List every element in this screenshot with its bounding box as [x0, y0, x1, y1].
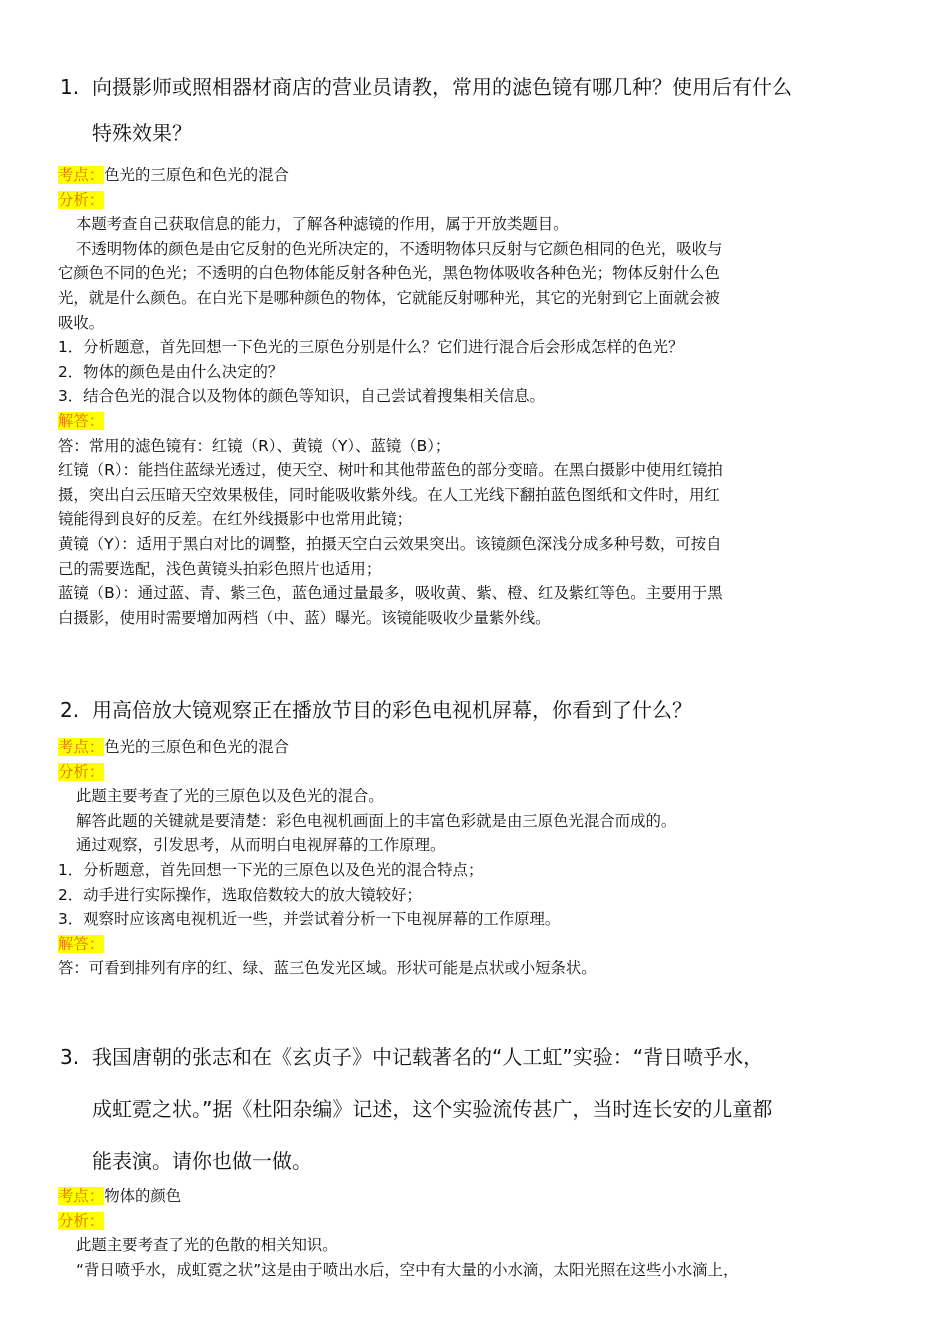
kaodian-row: [58, 163, 903, 188]
question-line: 我国唐朝的张志和在《玄贞子》中记载著名的“人工虹”实验：“背日喷乎水，: [92, 1045, 764, 1069]
answer-line: 答：常用的滤色镜有：红镜（R）、黄镜（Y）、蓝镜（B）；: [58, 436, 451, 455]
kaodian-label: 考点：: [58, 738, 105, 756]
answer-line: 己的需要选配，浅色黄镜头拍彩色照片也适用；: [58, 559, 382, 578]
question-1-body: [58, 163, 903, 630]
fenxi-label: 分析：: [58, 1211, 105, 1230]
answer-line: 蓝镜（B）：通过蓝、青、紫三色，蓝色通过量最多，吸收黄、紫、橙、红及紫红等色。主要用于黑: [58, 584, 723, 603]
analysis-line: 2．动手进行实际操作，选取倍数较大的放大镜较好；: [58, 885, 422, 904]
fenxi-row: [58, 188, 903, 213]
jieda-row: [58, 932, 903, 957]
fenxi-row: [58, 1209, 903, 1234]
question-line: 能表演。请你也做一做。: [92, 1149, 312, 1173]
analysis-line: 1．分析题意，首先回想一下光的三原色以及色光的混合特点；: [58, 860, 484, 879]
question-number: 1.: [60, 75, 80, 99]
answer-line: 镜能得到良好的反差。在红外线摄影中也常用此镜；: [58, 510, 412, 529]
analysis-line: 此题主要考查了光的三原色以及色光的混合。: [76, 787, 384, 806]
fenxi-row: [58, 760, 903, 785]
analysis-line: 3．观察时应该离电视机近一些，并尝试着分析一下电视屏幕的工作原理。: [58, 910, 561, 929]
analysis-line: 本题考查自己获取信息的能力，了解各种滤镜的作用，属于开放类题目。: [76, 215, 569, 234]
kaodian-value: 色光的三原色和色光的混合: [104, 738, 289, 756]
question-number: 2.: [60, 698, 80, 722]
kaodian-value: 色光的三原色和色光的混合: [104, 166, 289, 184]
answer-line: 答：可看到排列有序的红、绿、蓝三色发光区域。形状可能是点状或小短条状。: [58, 959, 597, 978]
question-number: 3.: [60, 1045, 80, 1069]
analysis-line: 它颜色不同的色光；不透明的白色物体能反射各种色光，黑色物体吸收各种色光；物体反射什么色: [58, 264, 720, 283]
analysis-line: 2．物体的颜色是由什么决定的？: [58, 362, 284, 381]
kaodian-label: 考点：: [58, 1187, 105, 1205]
question-2-body: [58, 735, 903, 981]
jieda-row: [58, 409, 903, 434]
analysis-line: 光，就是什么颜色。在白光下是哪种颜色的物体，它就能反射哪种光，其它的光射到它上面就会被: [58, 288, 720, 307]
question-line: 成虹霓之状。”据《杜阳杂编》记述，这个实验流传甚广，当时连长安的儿童都: [92, 1097, 773, 1121]
analysis-line: 此题主要考查了光的色散的相关知识。: [76, 1236, 338, 1255]
jieda-label: 解答：: [58, 934, 105, 953]
jieda-label: 解答：: [58, 411, 105, 430]
fenxi-label: 分析：: [58, 190, 105, 209]
answer-line: 摄，突出白云压暗天空效果极佳，同时能吸收紫外线。在人工光线下翻拍蓝色图纸和文件时，用红: [58, 485, 720, 504]
kaodian-label: 考点：: [58, 166, 105, 184]
fenxi-label: 分析：: [58, 762, 105, 781]
answer-line: 红镜（R）：能挡住蓝绿光透过，使天空、树叶和其他带蓝色的部分变暗。在黑白摄影中使用红镜拍: [58, 461, 723, 480]
answer-line: 白摄影，使用时需要增加两档（中、蓝）曝光。该镜能吸收少量紫外线。: [58, 608, 551, 627]
kaodian-row: [58, 735, 903, 760]
kaodian-value: 物体的颜色: [104, 1187, 182, 1205]
analysis-line: 吸收。: [58, 313, 105, 332]
analysis-line: 解答此题的关键就是要清楚：彩色电视机画面上的丰富色彩就是由三原色光混合而成的。: [76, 811, 677, 830]
question-line: 向摄影师或照相器材商店的营业员请教，常用的滤色镜有哪几种？使用后有什么: [92, 75, 792, 99]
question-line: 特殊效果？: [92, 121, 192, 145]
analysis-line: 通过观察，引发思考，从而明白电视屏幕的工作原理。: [76, 836, 446, 855]
answer-line: 黄镜（Y）：适用于黑白对比的调整，拍摄天空白云效果突出。该镜颜色深浅分成多种号数，可按自: [58, 534, 722, 553]
kaodian-row: [58, 1184, 903, 1209]
analysis-line: “背日喷乎水，成虹霓之状”这是由于喷出水后，空中有大量的小水滴，太阳光照在这些小水滴上，: [76, 1260, 739, 1279]
analysis-line: 不透明物体的颜色是由它反射的色光所决定的，不透明物体只反射与它颜色相同的色光，吸收与: [76, 239, 723, 258]
analysis-line: 1．分析题意，首先回想一下色光的三原色分别是什么？它们进行混合后会形成怎样的色光？: [58, 338, 684, 357]
question-3-body: [58, 1184, 903, 1282]
question-line: 用高倍放大镜观察正在播放节目的彩色电视机屏幕，你看到了什么？: [92, 698, 692, 722]
analysis-line: 3．结合色光的混合以及物体的颜色等知识，自己尝试着搜集相关信息。: [58, 387, 545, 406]
